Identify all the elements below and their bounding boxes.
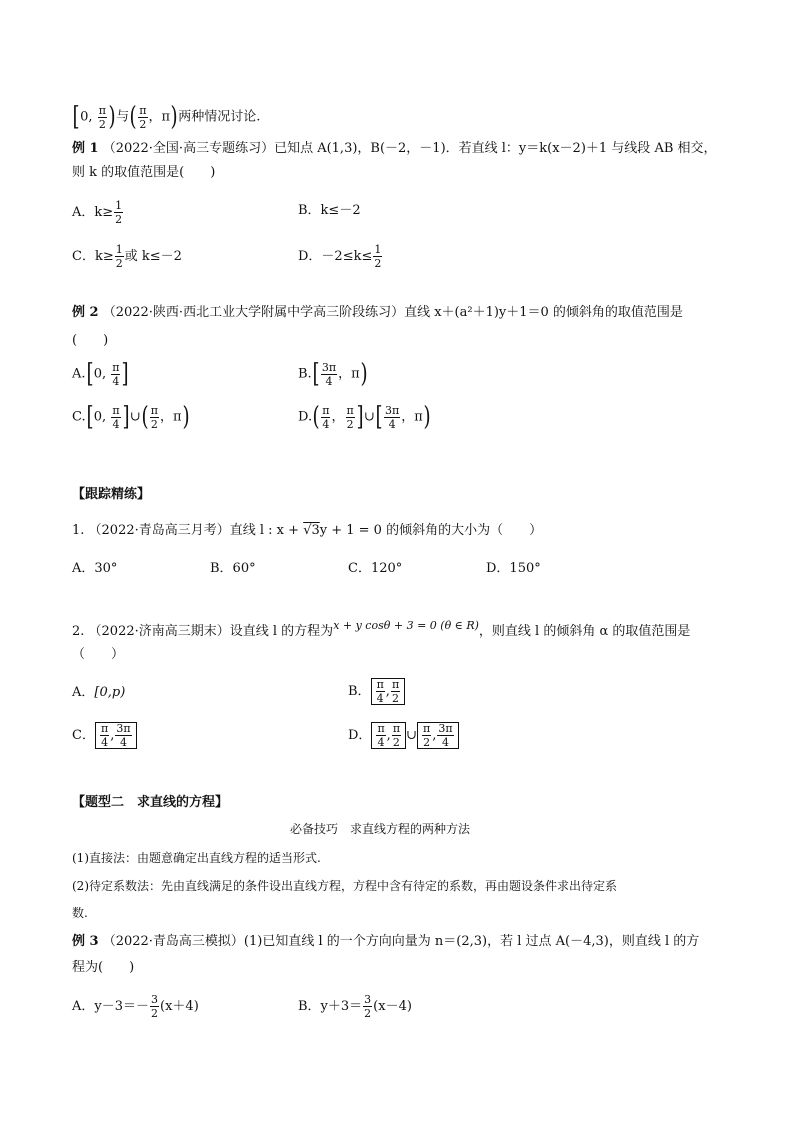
intro-line: [0, $\frac{\pi}{2}$ )与( $\frac{\pi}{2}$ ，π)两种情况讨论. (72, 102, 261, 132)
example2-text: （2022·陕西·西北工业大学附属中学高三阶段练习）直线 x＋(a²＋1)y＋1＝0 的倾斜角的取值范围是 (102, 305, 683, 320)
example2-line1 (72, 306, 683, 319)
example3-option-a: A．y－3＝－ $\frac{3}{2}$ (x＋4) (72, 993, 199, 1020)
type2-heading: 【题型二 求直线的方程】 (72, 795, 229, 810)
example2-option-d: D.( $\frac{\pi}{4}$ ， $\frac{\pi}{2}$ ]∪[ $\frac{3\pi}{4}$ ，π) (298, 402, 431, 432)
example1-option-c: C．k≥ $\frac{1}{2}$ 或 k≤－2 (72, 243, 182, 270)
example3-line2: 程为( ) (72, 960, 135, 975)
method-1: (1)直接法：由题意确定出直线方程的适当形式. (72, 851, 321, 865)
q1-stem: 1. （2022·青岛高三月考）直线 l : x + √3y + 1 = 0 的倾斜角的大小为（ ） (72, 523, 543, 538)
q1-option-b: B．60° (210, 561, 256, 576)
example2-label: 例 2 (72, 305, 99, 320)
example1-line1 (72, 142, 717, 155)
q1-option-d: D．150° (486, 561, 541, 576)
q2-option-b: B． $\frac{\pi}{4}$ , $\frac{\pi}{2}$ (348, 678, 405, 705)
example1-label: 例 1 (72, 141, 99, 156)
example2-line2: ( ) (72, 333, 109, 348)
example1-option-d: D．－2≤k≤ $\frac{1}{2}$ (298, 243, 382, 270)
example1-option-b: B．k≤－2 (298, 203, 361, 218)
tracking-heading: 【跟踪精练】 (72, 487, 151, 502)
example2-option-c: C.[0, $\frac{\pi}{4}$ ]∪( $\frac{\pi}{2}$ ，π) (72, 402, 190, 432)
example1-line2: 则 k 的取值范围是( ) (72, 165, 216, 180)
example2-option-b: B.[ $\frac{3\pi}{4}$ ，π) (298, 359, 368, 389)
q1-option-a: A．30° (72, 561, 118, 576)
example3-text: （2022·青岛高三模拟）(1)已知直线 l 的一个方向向量为 n＝(2,3)，若 l 过点 A(－4,3)，则直线 l 的方 (102, 934, 700, 949)
q2-option-a: A．[0,p) (72, 685, 126, 700)
q2-stem: 2. （2022·济南高三期末）设直线 l 的方程为$^{x + y cos\theta + 3 = 0 (\theta \in R)}$，则直线 l 的倾斜角 α 的取值范围是 (72, 619, 691, 639)
method-2-line1: (2)待定系数法：先由直线满足的条件设出直线方程，方程中含有待定的系数，再由题设条件求出待定系 (72, 879, 618, 893)
intro-frac-1: $\frac{\pi}{2}$ (98, 103, 106, 131)
example3-label: 例 3 (72, 934, 99, 949)
q2-formula: x + y cosθ + 3 = 0 (θ ∈ R) (333, 619, 479, 632)
q2-option-d: D． $\frac{\pi}{4}$ , $\frac{\pi}{2}$ ∪ $\frac{\pi}{2}$ , $\frac{3\pi}{4}$ (348, 722, 459, 749)
intro-frac-2: $\frac{\pi}{2}$ (139, 103, 147, 131)
q2-option-c: C． $\frac{\pi}{4}$ , $\frac{3\pi}{4}$ (72, 722, 137, 749)
example1-option-a: A．k≥ $\frac{1}{2}$ (72, 199, 123, 226)
example3-option-b: B．y＋3＝ $\frac{3}{2}$ (x－4) (298, 993, 412, 1020)
type2-subtitle: 必备技巧 求直线方程的两种方法 (290, 822, 471, 836)
example3-line1 (72, 935, 699, 948)
q1-option-c: C．120° (348, 561, 403, 576)
method-2-line2: 数. (72, 906, 88, 920)
sqrt-3: √3 (303, 523, 320, 538)
example2-option-a: A.[0, $\frac{\pi}{4}$ ] (72, 359, 130, 389)
example1-text: （2022·全国·高三专题练习）已知点 A(1,3)，B(－2，－1)．若直线 l：y＝k(x－2)＋1 与线段 AB 相交， (102, 141, 717, 156)
q2-stem-line2: （ ） (72, 647, 125, 662)
